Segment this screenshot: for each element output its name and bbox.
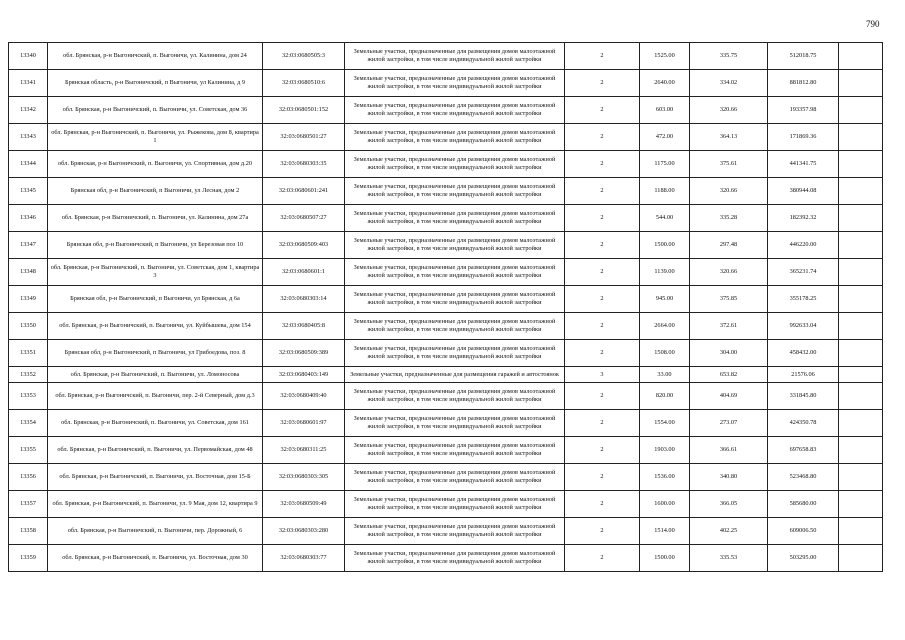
address-cell: обл. Брянская, р-н Выгоничский, п. Выгоничи, ул. Первомайская, дом 48 (48, 437, 263, 464)
address-cell: Брянская обл, р-н Выгоничский, п Выгоничи, ул Брянская, д 6а (48, 286, 263, 313)
row-number-cell: 13342 (9, 97, 48, 124)
row-number-cell: 13345 (9, 178, 48, 205)
specific-value-cell: 404.69 (690, 383, 768, 410)
specific-value-cell: 335.53 (690, 545, 768, 572)
row-number-cell: 13359 (9, 545, 48, 572)
area-cell: 33.00 (640, 367, 690, 383)
specific-value-cell: 297.48 (690, 232, 768, 259)
permitted-use-cell: Земельные участки, предназначенные для размещения домов малоэтажной жилой застройки, в том числе индивидуальной жилой застройки (345, 97, 565, 124)
specific-value-cell: 335.75 (690, 43, 768, 70)
table-row (9, 437, 883, 464)
permitted-use-cell: Земельные участки, предназначенные для размещения домов малоэтажной жилой застройки, в том числе индивидуальной жилой застройки (345, 545, 565, 572)
cadastral-number-cell: 32:03:0680409:40 (263, 383, 345, 410)
row-number-cell: 13347 (9, 232, 48, 259)
row-number-cell: 13349 (9, 286, 48, 313)
row-number-cell: 13346 (9, 205, 48, 232)
table-row (9, 340, 883, 367)
area-cell: 544.00 (640, 205, 690, 232)
permitted-use-cell: Земельные участки, предназначенные для размещения домов малоэтажной жилой застройки, в том числе индивидуальной жилой застройки (345, 383, 565, 410)
cadastral-value-cell: 441341.75 (768, 151, 839, 178)
table-row (9, 205, 883, 232)
cadastral-value-table (8, 42, 883, 572)
cadastral-value-cell: 609006.50 (768, 518, 839, 545)
cadastral-number-cell: 32:03:0680601:241 (263, 178, 345, 205)
row-number-cell: 13348 (9, 259, 48, 286)
empty-cell (839, 232, 883, 259)
specific-value-cell: 320.66 (690, 178, 768, 205)
specific-value-cell: 334.02 (690, 70, 768, 97)
area-cell: 1500.00 (640, 545, 690, 572)
use-group-cell: 3 (565, 367, 640, 383)
use-group-cell: 2 (565, 491, 640, 518)
cadastral-number-cell: 32:03:0680311:25 (263, 437, 345, 464)
cadastral-number-cell: 32:03:0680509:49 (263, 491, 345, 518)
empty-cell (839, 518, 883, 545)
address-cell: обл. Брянская, р-н Выгоничский, п. Выгоничи, ул. Восточная, дом 30 (48, 545, 263, 572)
use-group-cell: 2 (565, 97, 640, 124)
empty-cell (839, 124, 883, 151)
area-cell: 1536.00 (640, 464, 690, 491)
area-cell: 1525.00 (640, 43, 690, 70)
permitted-use-cell: Земельные участки, предназначенные для размещения домов малоэтажной жилой застройки, в том числе индивидуальной жилой застройки (345, 437, 565, 464)
permitted-use-cell: Земельные участки, предназначенные для размещения домов малоэтажной жилой застройки, в том числе индивидуальной жилой застройки (345, 151, 565, 178)
use-group-cell: 2 (565, 518, 640, 545)
row-number-cell: 13354 (9, 410, 48, 437)
use-group-cell: 2 (565, 151, 640, 178)
empty-cell (839, 97, 883, 124)
table-row (9, 491, 883, 518)
cadastral-value-cell: 355178.25 (768, 286, 839, 313)
cadastral-number-cell: 32:03:0680509:389 (263, 340, 345, 367)
use-group-cell: 2 (565, 464, 640, 491)
use-group-cell: 2 (565, 124, 640, 151)
cadastral-number-cell: 32:03:0680405:8 (263, 313, 345, 340)
use-group-cell: 2 (565, 178, 640, 205)
use-group-cell: 2 (565, 383, 640, 410)
cadastral-number-cell: 32:03:0680303:14 (263, 286, 345, 313)
cadastral-value-cell: 881812.80 (768, 70, 839, 97)
use-group-cell: 2 (565, 43, 640, 70)
permitted-use-cell: Земельные участки, предназначенные для размещения домов малоэтажной жилой застройки, в том числе индивидуальной жилой застройки (345, 518, 565, 545)
table-row (9, 151, 883, 178)
empty-cell (839, 70, 883, 97)
empty-cell (839, 205, 883, 232)
row-number-cell: 13344 (9, 151, 48, 178)
empty-cell (839, 151, 883, 178)
empty-cell (839, 43, 883, 70)
permitted-use-cell: Земельные участки, предназначенные для размещения домов малоэтажной жилой застройки, в том числе индивидуальной жилой застройки (345, 286, 565, 313)
specific-value-cell: 273.07 (690, 410, 768, 437)
use-group-cell: 2 (565, 259, 640, 286)
use-group-cell: 2 (565, 313, 640, 340)
table-row (9, 70, 883, 97)
empty-cell (839, 383, 883, 410)
area-cell: 1514.00 (640, 518, 690, 545)
permitted-use-cell: Земельные участки, предназначенные для размещения домов малоэтажной жилой застройки, в том числе индивидуальной жилой застройки (345, 70, 565, 97)
row-number-cell: 13352 (9, 367, 48, 383)
address-cell: обл. Брянская, р-н Выгоничский, п. Выгоничи, ул. 9 Мая, дом 12, квартира 9 (48, 491, 263, 518)
specific-value-cell: 340.80 (690, 464, 768, 491)
permitted-use-cell: Земельные участки, предназначенные для размещения домов малоэтажной жилой застройки, в том числе индивидуальной жилой застройки (345, 259, 565, 286)
row-number-cell: 13350 (9, 313, 48, 340)
address-cell: обл. Брянская, р-н Выгоничский, п. Выгоничи, ул. Советская, дом 36 (48, 97, 263, 124)
specific-value-cell: 364.13 (690, 124, 768, 151)
area-cell: 1139.00 (640, 259, 690, 286)
area-cell: 1903.00 (640, 437, 690, 464)
address-cell: обл. Брянская, р-н Выгоничский, п. Выгоничи, ул. Рыжекова, дом 8, квартира 1 (48, 124, 263, 151)
table-row (9, 97, 883, 124)
table-row (9, 410, 883, 437)
cadastral-value-cell: 331845.80 (768, 383, 839, 410)
permitted-use-cell: Земельные участки, предназначенные для размещения домов малоэтажной жилой застройки, в том числе индивидуальной жилой застройки (345, 340, 565, 367)
table-body (9, 43, 883, 572)
table-row (9, 383, 883, 410)
address-cell: обл. Брянская, р-н Выгоничский, п. Выгоничи, ул. Советская, дом 1, квартира 3 (48, 259, 263, 286)
use-group-cell: 2 (565, 232, 640, 259)
address-cell: Брянская область, р-н Выгоничский, п Выгоничи, ул Калинина, д 9 (48, 70, 263, 97)
table-row (9, 545, 883, 572)
empty-cell (839, 178, 883, 205)
cadastral-number-cell: 32:03:0680403:149 (263, 367, 345, 383)
specific-value-cell: 304.00 (690, 340, 768, 367)
cadastral-number-cell: 32:03:0680501:152 (263, 97, 345, 124)
use-group-cell: 2 (565, 70, 640, 97)
address-cell: обл. Брянская, р-н Выгоничский, п. Выгоничи, пер. 2-й Северный, дом д.3 (48, 383, 263, 410)
cadastral-value-cell: 697658.83 (768, 437, 839, 464)
cadastral-value-cell: 182392.32 (768, 205, 839, 232)
area-cell: 1600.00 (640, 491, 690, 518)
table-row (9, 259, 883, 286)
area-cell: 2664.00 (640, 313, 690, 340)
table-row (9, 124, 883, 151)
cadastral-value-cell: 458432.00 (768, 340, 839, 367)
cadastral-number-cell: 32:03:0680507:27 (263, 205, 345, 232)
specific-value-cell: 372.61 (690, 313, 768, 340)
empty-cell (839, 410, 883, 437)
empty-cell (839, 464, 883, 491)
area-cell: 603.00 (640, 97, 690, 124)
row-number-cell: 13341 (9, 70, 48, 97)
area-cell: 1188.00 (640, 178, 690, 205)
permitted-use-cell: Земельные участки, предназначенные для размещения домов малоэтажной жилой застройки, в том числе индивидуальной жилой застройки (345, 491, 565, 518)
row-number-cell: 13343 (9, 124, 48, 151)
use-group-cell: 2 (565, 286, 640, 313)
cadastral-value-cell: 992633.04 (768, 313, 839, 340)
use-group-cell: 2 (565, 340, 640, 367)
cadastral-value-cell: 446220.00 (768, 232, 839, 259)
permitted-use-cell: Земельные участки, предназначенные для размещения домов малоэтажной жилой застройки, в том числе индивидуальной жилой застройки (345, 232, 565, 259)
empty-cell (839, 437, 883, 464)
empty-cell (839, 313, 883, 340)
empty-cell (839, 259, 883, 286)
specific-value-cell: 375.61 (690, 151, 768, 178)
use-group-cell: 2 (565, 437, 640, 464)
use-group-cell: 2 (565, 545, 640, 572)
specific-value-cell: 320.66 (690, 97, 768, 124)
address-cell: обл. Брянская, р-н Выгоничский, п. Выгоничи, пер. Дорожный, 6 (48, 518, 263, 545)
area-cell: 1175.00 (640, 151, 690, 178)
row-number-cell: 13353 (9, 383, 48, 410)
cadastral-value-cell: 523468.80 (768, 464, 839, 491)
address-cell: обл. Брянская, р-н Выгоничский, п. Выгоничи, ул. Восточная, дом 15-Б (48, 464, 263, 491)
address-cell: Брянская обл, р-н Выгоничский, п Выгоничи, ул Березовая поз 10 (48, 232, 263, 259)
specific-value-cell: 335.28 (690, 205, 768, 232)
permitted-use-cell: Земельные участки, предназначенные для размещения гаражей и автостоянок (345, 367, 565, 383)
cadastral-value-cell: 21576.06 (768, 367, 839, 383)
area-cell: 1500.00 (640, 232, 690, 259)
address-cell: обл. Брянская, р-н Выгоничский, п. Выгоничи, ул. Ломоносова (48, 367, 263, 383)
cadastral-number-cell: 32:03:0680303:280 (263, 518, 345, 545)
area-cell: 1508.00 (640, 340, 690, 367)
table-row (9, 367, 883, 383)
address-cell: обл. Брянская, р-н Выгоничский, п. Выгоничи, ул. Спортивная, дом д.20 (48, 151, 263, 178)
permitted-use-cell: Земельные участки, предназначенные для размещения домов малоэтажной жилой застройки, в том числе индивидуальной жилой застройки (345, 205, 565, 232)
specific-value-cell: 653.82 (690, 367, 768, 383)
area-cell: 945.00 (640, 286, 690, 313)
table-row (9, 464, 883, 491)
table-row (9, 313, 883, 340)
specific-value-cell: 402.25 (690, 518, 768, 545)
page-number: 790 (866, 19, 880, 29)
permitted-use-cell: Земельные участки, предназначенные для размещения домов малоэтажной жилой застройки, в том числе индивидуальной жилой застройки (345, 410, 565, 437)
cadastral-value-cell: 365231.74 (768, 259, 839, 286)
row-number-cell: 13351 (9, 340, 48, 367)
row-number-cell: 13355 (9, 437, 48, 464)
empty-cell (839, 286, 883, 313)
cadastral-number-cell: 32:03:0680505:3 (263, 43, 345, 70)
area-cell: 1554.00 (640, 410, 690, 437)
cadastral-value-cell: 380944.08 (768, 178, 839, 205)
cadastral-value-cell: 512018.75 (768, 43, 839, 70)
cadastral-number-cell: 32:03:0680510:6 (263, 70, 345, 97)
specific-value-cell: 366.05 (690, 491, 768, 518)
empty-cell (839, 545, 883, 572)
row-number-cell: 13358 (9, 518, 48, 545)
table-row (9, 232, 883, 259)
specific-value-cell: 375.85 (690, 286, 768, 313)
cadastral-value-cell: 503295.00 (768, 545, 839, 572)
row-number-cell: 13340 (9, 43, 48, 70)
cadastral-number-cell: 32:03:0680501:27 (263, 124, 345, 151)
permitted-use-cell: Земельные участки, предназначенные для размещения домов малоэтажной жилой застройки, в том числе индивидуальной жилой застройки (345, 464, 565, 491)
permitted-use-cell: Земельные участки, предназначенные для размещения домов малоэтажной жилой застройки, в том числе индивидуальной жилой застройки (345, 124, 565, 151)
table-row (9, 178, 883, 205)
cadastral-number-cell: 32:03:0680303:77 (263, 545, 345, 572)
area-cell: 2640.00 (640, 70, 690, 97)
permitted-use-cell: Земельные участки, предназначенные для размещения домов малоэтажной жилой застройки, в том числе индивидуальной жилой застройки (345, 43, 565, 70)
permitted-use-cell: Земельные участки, предназначенные для размещения домов малоэтажной жилой застройки, в том числе индивидуальной жилой застройки (345, 178, 565, 205)
cadastral-number-cell: 32:03:0680509:403 (263, 232, 345, 259)
empty-cell (839, 340, 883, 367)
address-cell: обл. Брянская, р-н Выгоничский, п. Выгоничи, ул. Советская, дом 161 (48, 410, 263, 437)
cadastral-number-cell: 32:03:0680303:305 (263, 464, 345, 491)
empty-cell (839, 367, 883, 383)
cadastral-value-cell: 424350.78 (768, 410, 839, 437)
permitted-use-cell: Земельные участки, предназначенные для размещения домов малоэтажной жилой застройки, в том числе индивидуальной жилой застройки (345, 313, 565, 340)
row-number-cell: 13356 (9, 464, 48, 491)
table-row (9, 43, 883, 70)
address-cell: Брянская обл, р-н Выгоничский, п Выгоничи, ул Лесная, дом 2 (48, 178, 263, 205)
address-cell: обл. Брянская, р-н Выгоничский, п. Выгоничи, ул. Калинина, дом 24 (48, 43, 263, 70)
specific-value-cell: 366.61 (690, 437, 768, 464)
cadastral-number-cell: 32:03:0680601:97 (263, 410, 345, 437)
table-row (9, 518, 883, 545)
address-cell: обл. Брянская, р-н Выгоничский, п. Выгоничи, ул. Куйбышева, дом 154 (48, 313, 263, 340)
area-cell: 472.00 (640, 124, 690, 151)
area-cell: 820.00 (640, 383, 690, 410)
address-cell: Брянская обл, р-н Выгоничский, п Выгоничи, ул Грибоедова, поз. 8 (48, 340, 263, 367)
cadastral-value-cell: 585680.00 (768, 491, 839, 518)
table-row (9, 286, 883, 313)
use-group-cell: 2 (565, 205, 640, 232)
use-group-cell: 2 (565, 410, 640, 437)
cadastral-value-cell: 171869.36 (768, 124, 839, 151)
specific-value-cell: 320.66 (690, 259, 768, 286)
cadastral-number-cell: 32:03:0680303:35 (263, 151, 345, 178)
row-number-cell: 13357 (9, 491, 48, 518)
cadastral-number-cell: 32:03:0680601:1 (263, 259, 345, 286)
address-cell: обл. Брянская, р-н Выгоничский, п. Выгоничи, ул. Калинина, дом 27а (48, 205, 263, 232)
empty-cell (839, 491, 883, 518)
cadastral-value-cell: 193357.98 (768, 97, 839, 124)
